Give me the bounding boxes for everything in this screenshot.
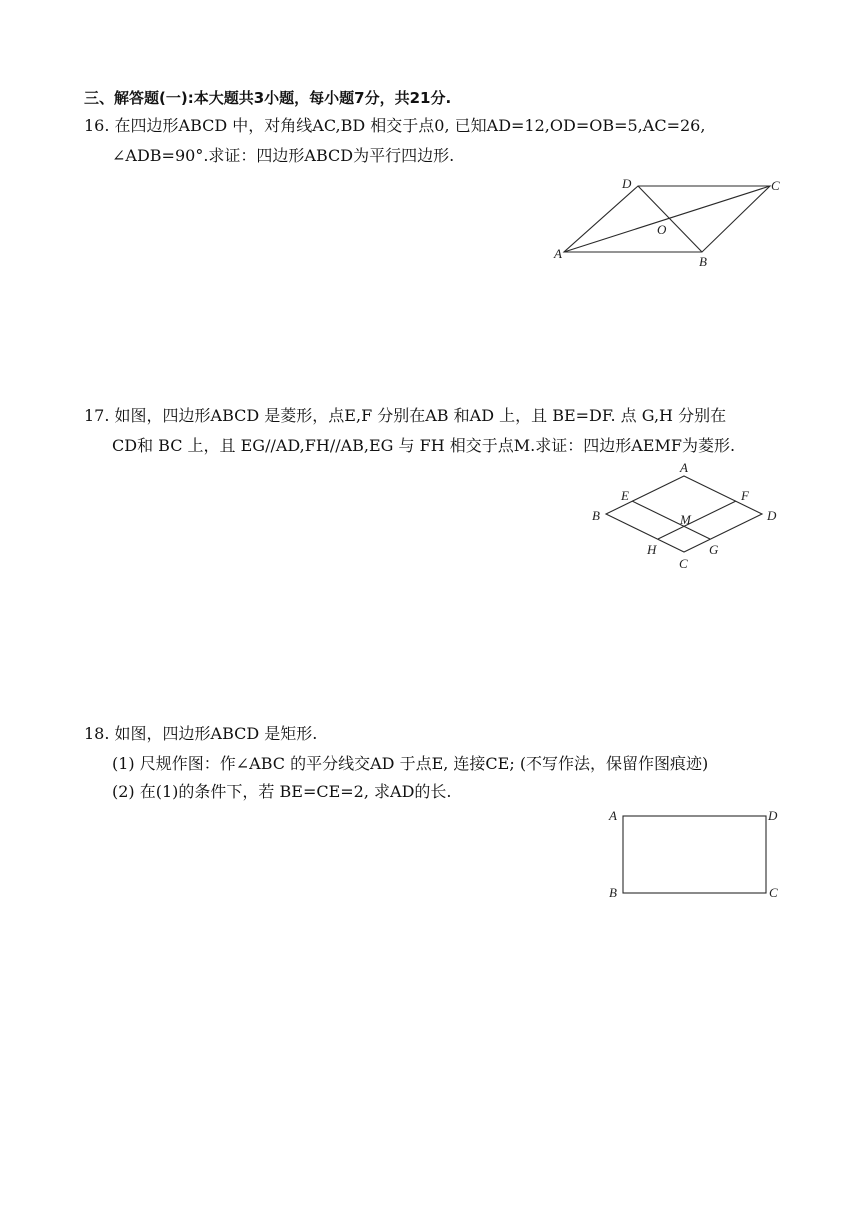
problem-17-line-2: CD和 BC 上，且 EG//AD,FH//AB,EG 与 FH 相交于点M.求证：四边形AEMF为菱形. (112, 436, 736, 455)
segment-fh (658, 501, 736, 539)
label-b: B (699, 254, 707, 269)
diagonal-bd (638, 186, 702, 252)
rectangle-outline (623, 816, 766, 893)
label-d: D (622, 176, 632, 191)
label-a: A (680, 460, 688, 475)
problem-16-line-1: 16. 在四边形ABCD 中，对角线AC,BD 相交于点0, 已知AD=12,OD=OB=5,AC=26, (84, 116, 706, 135)
problem-18-line-2: (1) 尺规作图：作∠ABC 的平分线交AD 于点E, 连接CE; (不写作法，保留作图痕迹) (112, 754, 709, 773)
rectangle-figure (600, 804, 790, 908)
label-a: A (609, 808, 617, 823)
label-h: H (647, 542, 657, 557)
label-o: O (657, 222, 667, 237)
section-heading: 三、解答题(一):本大题共3小题，每小题7分，共21分. (84, 89, 452, 107)
label-g: G (709, 542, 719, 557)
diagonal-ac (564, 186, 770, 252)
label-d: D (768, 808, 778, 823)
problem-16-line-2: ∠ADB=90°.求证：四边形ABCD为平行四边形. (112, 146, 455, 165)
label-c: C (769, 885, 778, 900)
problem-18-line-3: (2) 在(1)的条件下，若 BE=CE=2, 求AD的长. (112, 782, 452, 801)
label-b: B (609, 885, 617, 900)
label-c: C (771, 178, 780, 193)
label-e: E (621, 488, 629, 503)
rhombus-figure (586, 456, 786, 576)
label-b: B (592, 508, 600, 523)
label-c: C (679, 556, 688, 571)
parallelogram-figure (548, 172, 788, 272)
label-m: M (680, 512, 691, 527)
segment-eg (632, 501, 710, 539)
label-a: A (554, 246, 562, 261)
problem-18-line-1: 18. 如图，四边形ABCD 是矩形. (84, 724, 318, 743)
problem-17-line-1: 17. 如图，四边形ABCD 是菱形，点E,F 分别在AB 和AD 上，且 BE=DF. 点 G,H 分别在 (84, 406, 727, 425)
label-f: F (741, 488, 749, 503)
label-d: D (767, 508, 777, 523)
